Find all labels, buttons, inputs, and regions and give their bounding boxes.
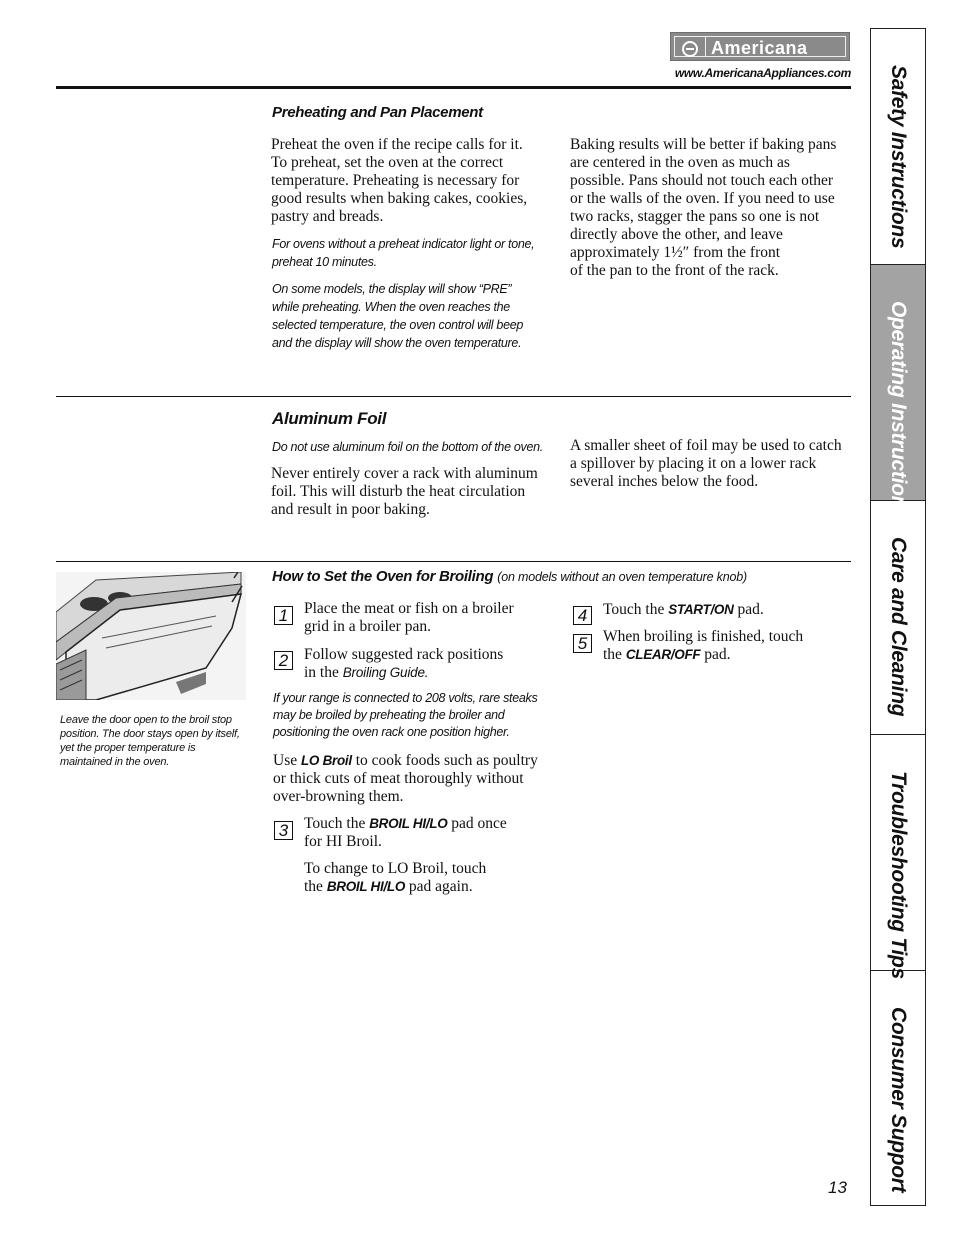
step-3-number: 3 — [274, 821, 293, 840]
step-2-number: 2 — [274, 651, 293, 670]
section-divider — [56, 396, 851, 397]
broil-heading — [272, 568, 747, 586]
foil-warning: Do not use aluminum foil on the bottom of the oven. — [272, 440, 543, 454]
brand-logo — [670, 32, 850, 61]
start-on-pad-label: START/ON — [668, 602, 734, 617]
header-rule — [56, 86, 851, 89]
step-3-text: Touch the BROIL HI/LO pad once for HI Broil. — [304, 815, 507, 850]
tab-consumer-support[interactable]: Consumer Support — [887, 1007, 910, 1193]
foil-paragraph-left: Never entirely cover a rack with aluminum foil. This will disturb the heat circulation and result in poor baking. — [271, 465, 538, 518]
section-tabs — [870, 28, 926, 1206]
oven-door-illustration — [56, 572, 246, 700]
lo-broil-paragraph: Use LO Broil to cook foods such as poultry or thick cuts of meat thoroughly without over-browning them. — [273, 752, 538, 805]
broil-subtitle: (on models without an oven temperature knob) — [497, 570, 747, 584]
section-divider — [56, 561, 851, 562]
brand-emblem-icon — [682, 41, 698, 57]
preheat-paragraph: Preheat the oven if the recipe calls for it. To preheat, set the oven at the correct temperature. Preheating is necessary for good results when baking cakes, cookies, pastry and breads. — [271, 136, 528, 225]
broil-title: How to Set the Oven for Broiling — [272, 568, 494, 585]
tab-operating-instructions[interactable]: Operating Instructions — [871, 265, 925, 501]
broil-hi-lo-pad-label: BROIL HI/LO — [326, 879, 406, 894]
page-number: 13 — [828, 1178, 847, 1197]
preheat-note-indicator: For ovens without a preheat indicator light or tone, preheat 10 minutes. — [272, 237, 535, 269]
voltage-note: If your range is connected to 208 volts, rare steaks may be broiled by preheating the broiler and positioning the oven rack one position higher. — [273, 691, 538, 739]
tab-safety-instructions[interactable]: Safety Instructions — [871, 29, 925, 265]
step-2-text: Follow suggested rack positions in the Broiling Guide. — [304, 646, 504, 681]
foil-title: Aluminum Foil — [272, 409, 387, 428]
step-1-number: 1 — [274, 606, 293, 625]
brand-name: Americana — [711, 38, 808, 58]
tab-care-and-cleaning[interactable]: Care and Cleaning — [871, 501, 925, 735]
step-5-text: When broiling is finished, touch the CLEAR/OFF pad. — [603, 628, 804, 663]
step-5-number: 5 — [573, 634, 592, 653]
preheat-note-display: On some models, the display will show “PRE” while preheating. When the oven reaches the selected temperature, the oven control will beep and the display will show the oven temperature. — [272, 282, 524, 350]
website-url[interactable]: www.AmericanaAppliances.com — [674, 66, 851, 80]
tab-troubleshooting-tips[interactable]: Troubleshooting Tips — [871, 735, 925, 971]
broiling-guide-link[interactable]: Broiling Guide. — [342, 665, 429, 680]
broil-hi-lo-pad-label: BROIL HI/LO — [369, 816, 448, 831]
clear-off-pad-label: CLEAR/OFF — [625, 647, 701, 662]
step-4-number: 4 — [573, 606, 592, 625]
step-3-change-text: To change to LO Broil, touch the BROIL HI/LO pad again. — [304, 860, 487, 895]
foil-paragraph-right: A smaller sheet of foil may be used to catch a spillover by placing it on a lower rack several inches below the food. — [570, 437, 842, 490]
pan-placement-paragraph: Baking results will be better if baking pans are centered in the oven as much as possible. Pans should not touch each other or the walls of the oven. If you need to use two racks, stagger the pans so one is not directly above the other, and leave approximately 1½″ from the front of the pan to the front of the rack. — [570, 136, 837, 279]
step-1-text: Place the meat or fish on a broiler grid in a broiler pan. — [304, 600, 514, 635]
lo-broil-label: LO Broil — [300, 753, 352, 768]
step-4-text: Touch the START/ON pad. — [603, 601, 764, 618]
illustration-caption: Leave the door open to the broil stop position. The door stays open by itself, yet the proper temperature is maintained in the oven. — [60, 714, 240, 768]
oven-broil-door-icon — [56, 572, 246, 700]
preheat-title: Preheating and Pan Placement — [272, 104, 483, 121]
